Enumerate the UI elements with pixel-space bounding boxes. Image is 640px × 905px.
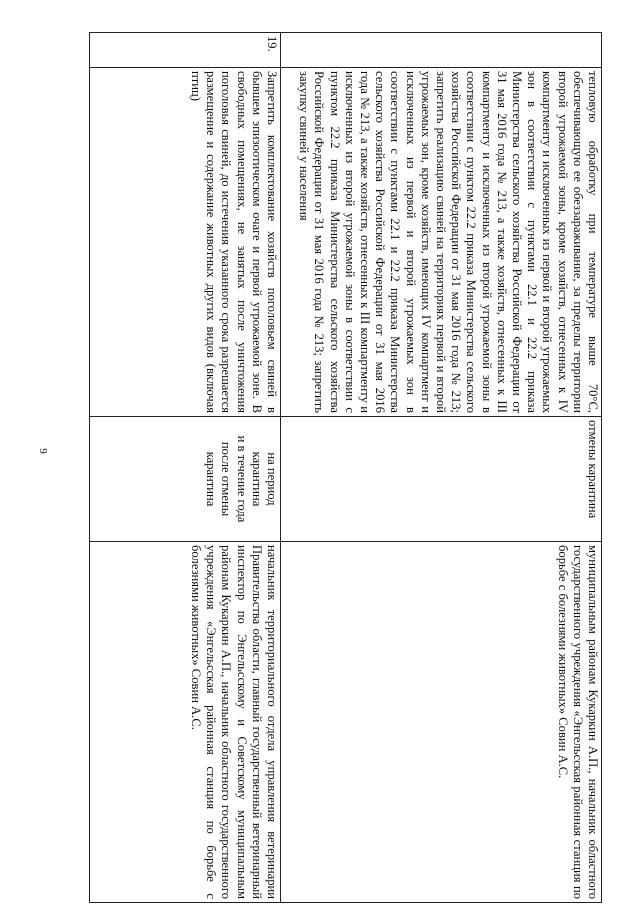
table-row (90, 33, 281, 903)
term-line: и в течение года (234, 435, 249, 523)
responsible-cell: начальник территориального отдела управления ветеринарии Правительства области, главный государственный ветеринарный инспектор по Энгельсскому и Советскому муниципальным районам Кукаркин А.П., начальник областного государственного учреждения «Энгельсская районная станция по борьбе с болезнями животных» Совин А.С. (90, 542, 281, 903)
page-number: 9 (36, 448, 49, 454)
rotated-content (90, 32, 602, 899)
term-line: на период (265, 452, 279, 506)
measures-table (89, 32, 602, 903)
term-cell: отмены карантина (281, 417, 602, 542)
measure-cell: тепловую обработку при температуре выше 70°С, обеспечивающую ее обеззараживание, за пределы территории второй угрожаемой зоны, кроме хозяйств, отнесенных к IV компартменту и исключенных из первой и второй угрожаемых зон в соответствии с пунктами 22.1 и 22.2 приказа Министерства сельского хозяйства Российской Федерации от 31 мая 2016 года № 213, а также хозяйств, отнесенных к III компартменту и исключенных из второй угрожаемой зоны в соответствии с пунктом 22.2 приказа Министерства сельского хозяйства Российской Федерации от 31 мая 2016 года № 213; запретить реализацию свиней на территориях первой и второй угрожаемых зон, кроме хозяйств, имеющих IV компартмент и исключенных из первой и второй угрожаемых зон в соответствии с пунктами 22.1 и 22.2 приказа Министерства сельского хозяйства Российской Федерации от 31 мая 2016 года № 213, а также хозяйств, отнесенных к III компартменту и исключенных из второй угрожаемой зоны в соответствии с пунктом 22.2 приказа Министерства сельского хозяйства Российской Федерации от 31 мая 2016 года № 213; запретить закупку свиней у населения (281, 68, 602, 417)
measure-cell: Запретить комплектование хозяйств поголовьем свиней в бывшем эпизоотическом очаге и первой угрожаемой зоне. В свободных помещениях, не занятых после уничтожения поголовья свиней, до истечения указанного срока разрешается размещение и содержание животных других видов (включая птиц) (90, 68, 281, 417)
term-line: карантина (249, 451, 264, 507)
term-line: после отмены (219, 441, 234, 517)
term-cell (90, 417, 281, 542)
term-line: карантина (204, 451, 219, 507)
row-number-cell: 19. (90, 33, 281, 68)
responsible-cell: муниципальным районам Кукаркин А.П., начальник областного государственного учреждения «Энгельсская районная станция по борьбе с болезнями животных» Совин А.С. (281, 542, 602, 903)
rotated-page-area (90, 32, 602, 899)
table-row (281, 33, 602, 903)
row-number-cell (281, 33, 602, 68)
